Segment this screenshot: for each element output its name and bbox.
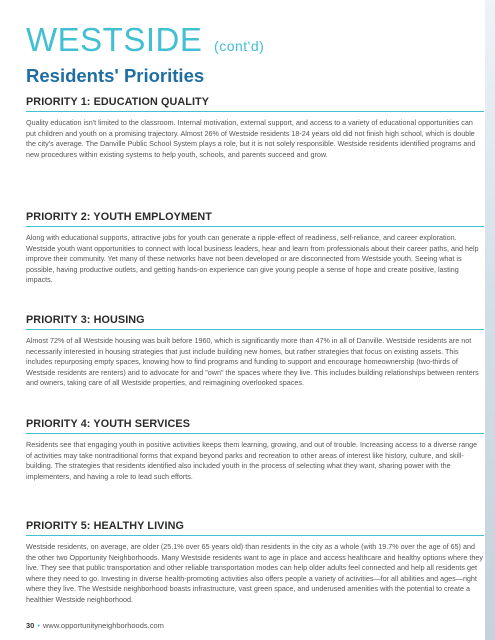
footer-url-link[interactable]: www.opportunityneighborhoods.com — [42, 621, 164, 630]
section-body: Quality education isn't limited to the classroom. Internal motivation, external support, and access to a variety of educational opportunities can put children and youth on a promising trajectory. Almost 26% of Westside residents 18-24 years old did not finish high school, which is double the city's average. The Danville Public School System plays a role, but it is not solely responsible. Westside residents identified programs and new procedures within existing systems to help youth, schools, and parents succeed and grow. — [26, 118, 476, 159]
section-body: Almost 72% of all Westside housing was built before 1960, which is significantly more than 47% in all of Danville. Westside residents are not necessarily interested in housing strategies that just include building new homes, but rather strategies that focus on existing assets. This includes repurposing empty spaces, knowing how to find programs and funding to support and encourage homeownership (two-thirds of Westside residents are renters) and to advocate for and "own" the spaces where they live. This includes building relationships between renters and owners, taking care of all Westside properties, and reimagining overlooked spaces. — [26, 336, 479, 388]
section-body: Westside residents, on average, are older (25.1% over 65 years old) than residents in the city as a whole (with 19.7% over the age of 65) and the other two Opportunity Neighborhoods. Many Westside residents want to age in place and access healthcare and healthy options where they live. They see that public transportation and other reliable transportation modes can help older adults feel connected and help all residents get where they need to go. Investing in diverse health-promoting activities also offers people a variety of activities—for all abilities and ages—right where they live. The Westside neighborhood boasts infrastructure, vast green space, and underused amenities with the potential to create a healthier Westside neighborhood. — [26, 542, 483, 604]
page-subtitle: Residents' Priorities — [26, 65, 205, 86]
section-youth-employment — [26, 211, 484, 286]
title-suffix: (cont'd) — [214, 38, 265, 54]
section-heading: PRIORITY 1: EDUCATION QUALITY — [26, 96, 484, 112]
footer-separator: • — [37, 621, 40, 630]
section-healthy-living — [26, 520, 484, 606]
page-header — [26, 22, 264, 88]
decorative-side-bar — [485, 0, 495, 640]
section-body: Residents see that engaging youth in positive activities keeps them learning, growing, and out of trouble. Increasing access to a diverse range of activities may take nontraditional forms that expand beyond parks and recreation to other areas of interest like history, culture, and skill-building. The strategies that residents identified also included youth in the process of selecting what they want, sharing power with the implementers, and having a role to lead such efforts. — [26, 440, 478, 481]
section-housing — [26, 314, 484, 389]
page-number: 30 — [26, 621, 35, 630]
section-heading: PRIORITY 4: YOUTH SERVICES — [26, 418, 484, 434]
section-heading: PRIORITY 3: HOUSING — [26, 314, 484, 330]
section-youth-services — [26, 418, 484, 482]
section-body: Along with educational supports, attractive jobs for youth can generate a ripple-effect of readiness, self-reliance, and career exploration. Westside youth want opportunities to connect with local business leaders, hear and learn from professionals about their career paths, and help improve their community. Yet many of these networks have not been developed or are disconnected from Westside youth. Seeing what is possible, having productive outlets, and getting hands-on experience can give young people a sense of hope and create positive, lasting impacts. — [26, 233, 479, 285]
section-heading: PRIORITY 5: HEALTHY LIVING — [26, 520, 484, 536]
page-footer — [26, 621, 164, 630]
section-heading: PRIORITY 2: YOUTH EMPLOYMENT — [26, 211, 484, 227]
page-title: WESTSIDE (cont'd) — [26, 21, 265, 58]
section-education-quality — [26, 96, 484, 160]
